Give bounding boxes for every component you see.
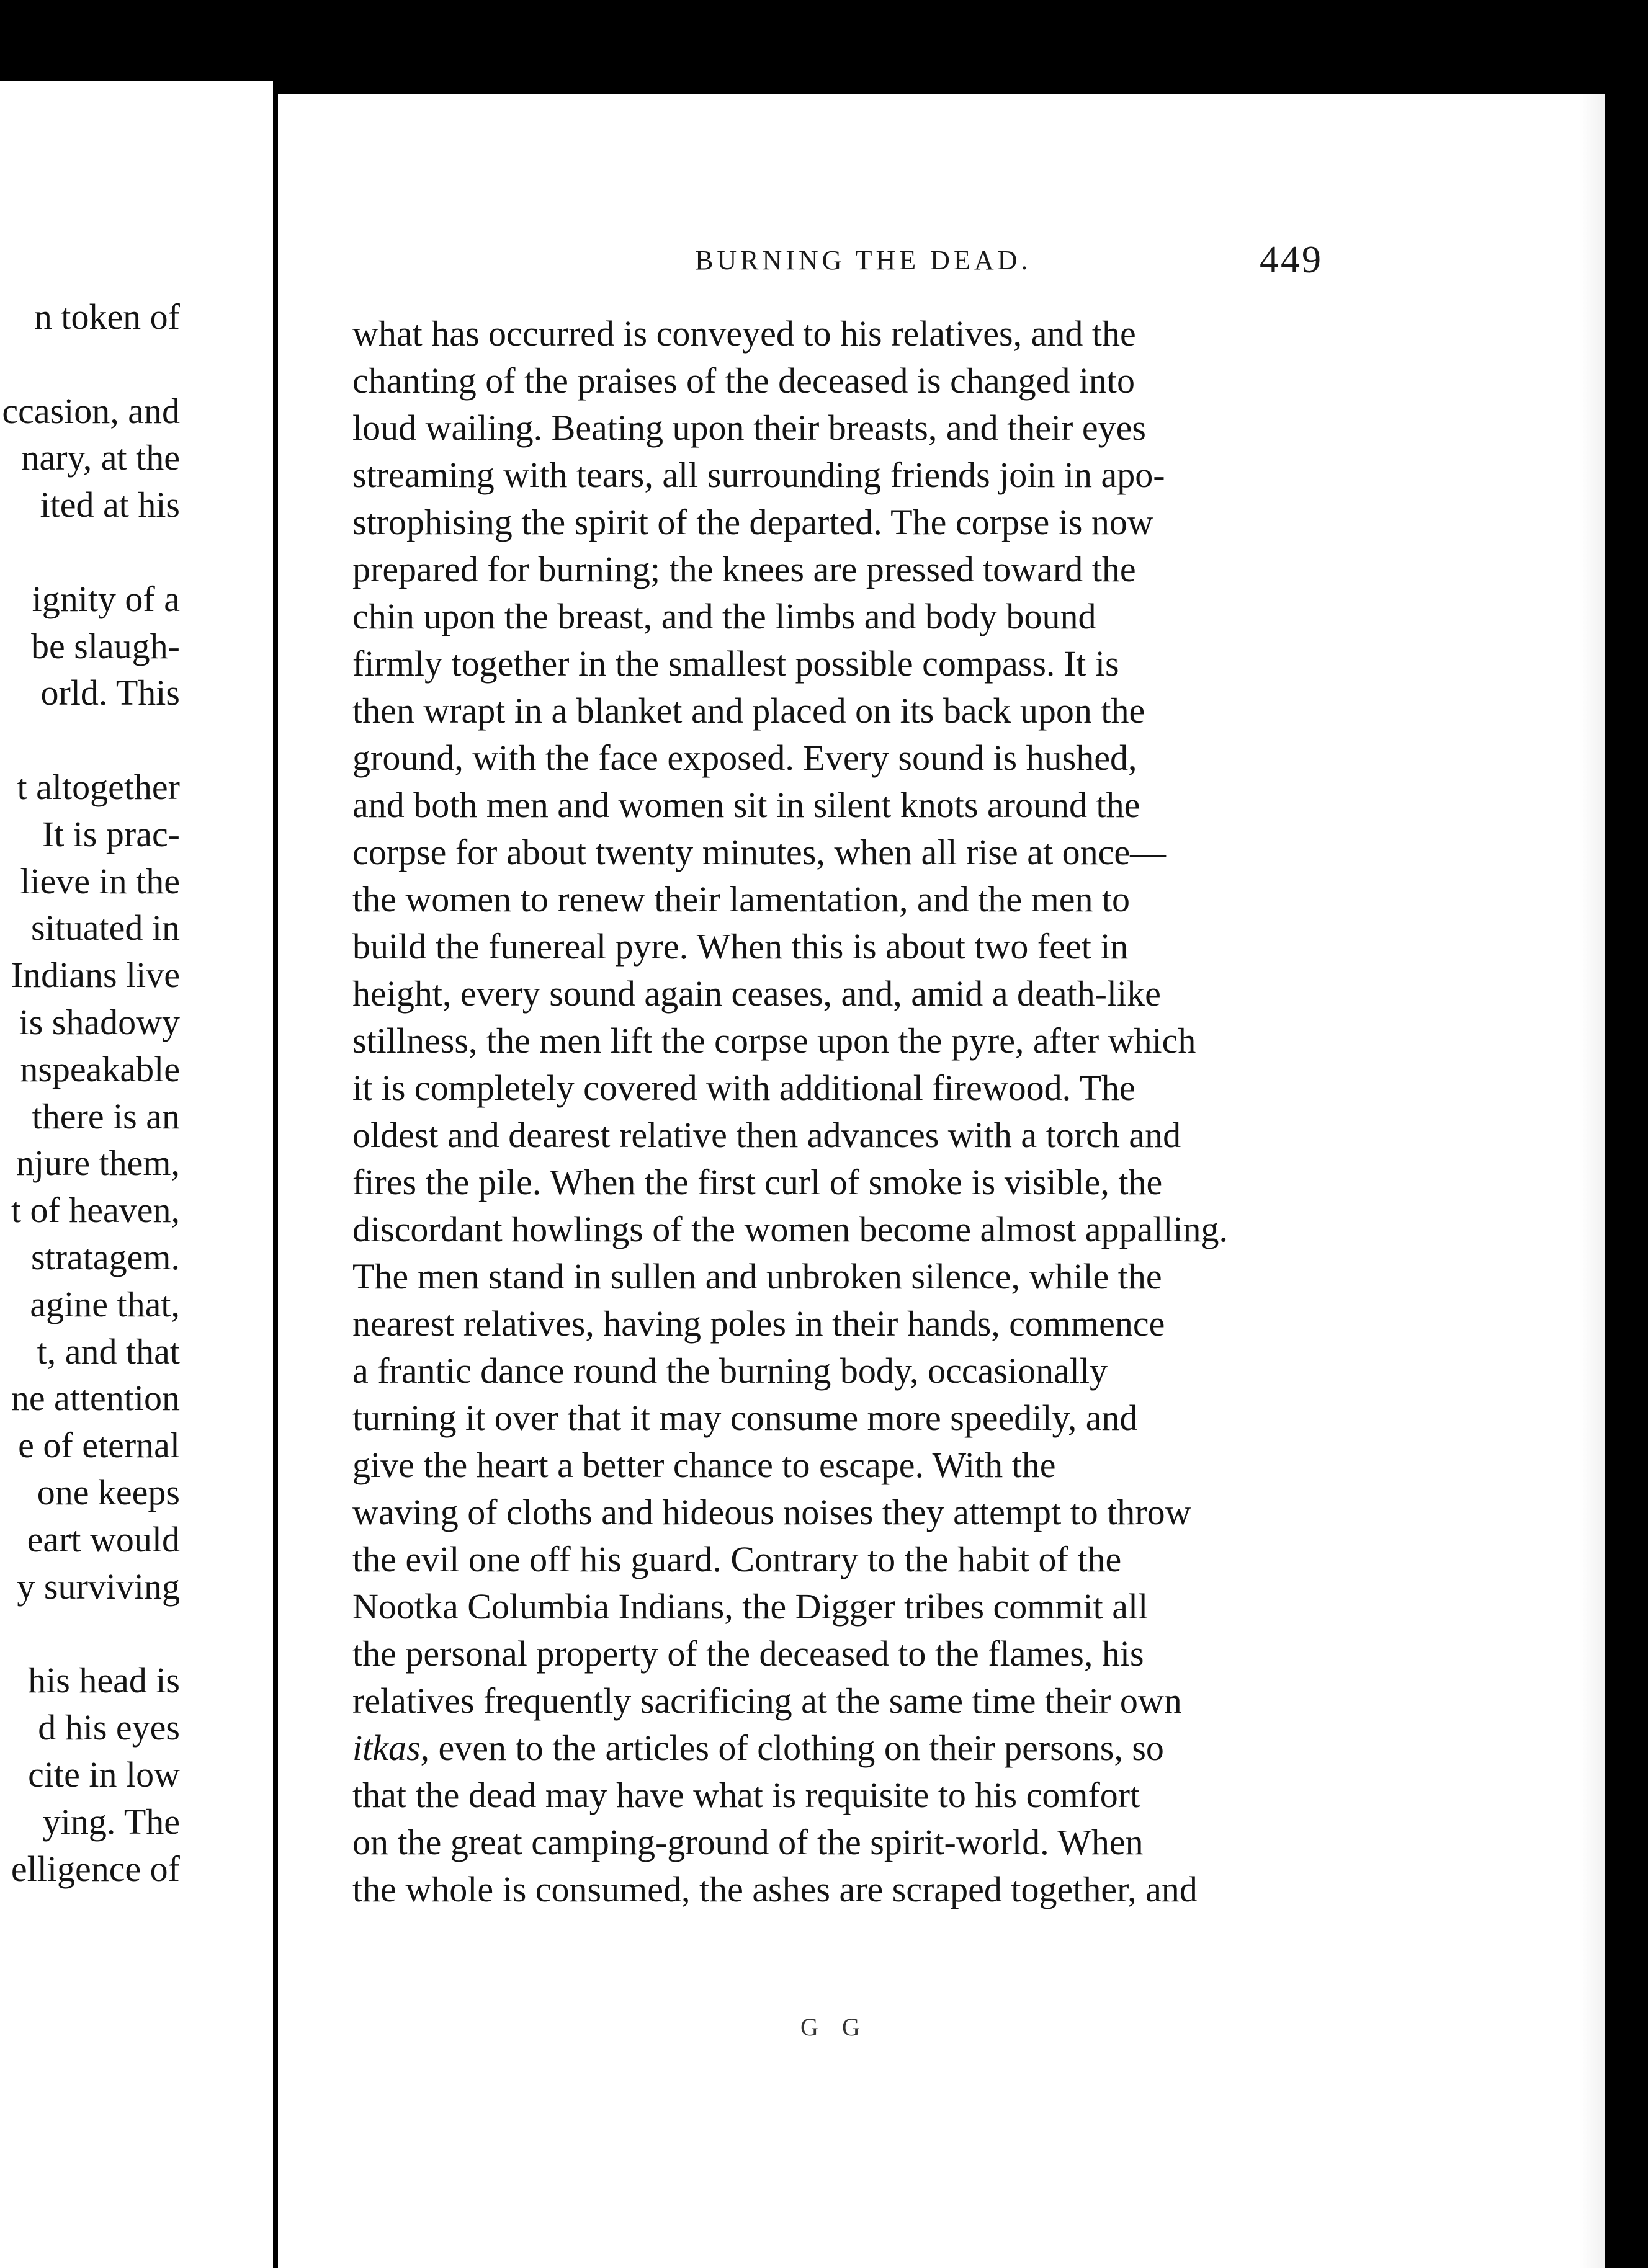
left-page-line: t altogether <box>17 767 180 807</box>
signature-mark: G G <box>800 2013 869 2041</box>
body-line: strophising the spirit of the departed. The corpse is now <box>352 502 1153 542</box>
body-line: oldest and dearest relative then advances with a torch and <box>352 1115 1181 1155</box>
page-number: 449 <box>1260 239 1323 281</box>
body-line: on the great camping-ground of the spirit-world. When <box>352 1822 1144 1862</box>
left-page-line: elligence of <box>11 1849 180 1889</box>
body-line: firmly together in the smallest possible compass. It is <box>352 643 1119 684</box>
body-line: the evil one off his guard. Contrary to the habit of the <box>352 1539 1122 1579</box>
left-page-line: t of heaven, <box>11 1190 180 1230</box>
body-line: turning it over that it may consume more speedily, and <box>352 1398 1138 1438</box>
body-line: corpse for about twenty minutes, when all rise at once— <box>352 832 1167 872</box>
left-page-line: It is prac- <box>42 814 180 854</box>
body-text <box>352 310 1229 1913</box>
body-line: loud wailing. Beating upon their breasts, and their eyes <box>352 408 1146 448</box>
left-page-line: situated in <box>30 908 180 948</box>
body-line: give the heart a better chance to escape. With the <box>352 1445 1056 1485</box>
body-line: fires the pile. When the first curl of smoke is visible, the <box>352 1162 1163 1202</box>
body-line: prepared for burning; the knees are pressed toward the <box>352 549 1136 589</box>
left-page-line: cite in low <box>28 1754 180 1795</box>
body-line: what has occurred is conveyed to his relatives, and the <box>352 313 1136 354</box>
body-line: build the funereal pyre. When this is about two feet in <box>352 926 1129 967</box>
body-line: The men stand in sullen and unbroken silence, while the <box>352 1256 1162 1297</box>
left-page-line: t, and that <box>37 1331 180 1372</box>
left-page-line: d his eyes <box>38 1707 180 1748</box>
body-line: ground, with the face exposed. Every sound is hushed, <box>352 738 1137 778</box>
left-page-line: lieve in the <box>20 861 180 901</box>
body-line: itkas, even to the articles of clothing on their persons, so <box>352 1728 1164 1768</box>
left-page-line: nary, at the <box>21 437 180 478</box>
body-line: it is completely covered with additional firewood. The <box>352 1068 1135 1108</box>
left-page-line: agine that, <box>30 1284 180 1324</box>
body-line: height, every sound again ceases, and, amid a death-like <box>352 973 1161 1014</box>
body-line: chin upon the breast, and the limbs and body bound <box>352 596 1096 636</box>
body-line: chanting of the praises of the deceased is changed into <box>352 360 1135 401</box>
left-page-line: y surviving <box>17 1566 180 1607</box>
left-page-line: njure them, <box>16 1143 180 1183</box>
left-page-line: ited at his <box>40 484 180 525</box>
left-page-line: is shadowy <box>19 1002 180 1042</box>
body-line: the whole is consumed, the ashes are scraped together, and <box>352 1869 1198 1909</box>
body-line: that the dead may have what is requisite to his comfort <box>352 1775 1140 1815</box>
left-page-line: e of eternal <box>18 1425 180 1465</box>
body-line: relatives frequently sacrificing at the same time their own <box>352 1681 1182 1721</box>
body-line: and both men and women sit in silent knots around the <box>352 785 1140 825</box>
left-page-line: ying. The <box>42 1801 180 1842</box>
left-page-line: eart would <box>27 1519 180 1560</box>
body-line: discordant howlings of the women become almost appalling. <box>352 1209 1229 1249</box>
body-line: the women to renew their lamentation, and the men to <box>352 879 1131 919</box>
left-page-line: there is an <box>32 1096 180 1136</box>
body-line: then wrapt in a blanket and placed on its back upon the <box>352 690 1145 731</box>
right-page <box>278 94 1605 2268</box>
left-page-line: nspeakable <box>20 1049 180 1089</box>
left-page-line: ccasion, and <box>2 391 180 431</box>
left-page-line: his head is <box>28 1660 180 1700</box>
left-page-line: stratagem. <box>31 1237 180 1277</box>
running-head: BURNING THE DEAD. <box>695 245 1032 275</box>
body-line: nearest relatives, having poles in their hands, commence <box>352 1303 1165 1344</box>
body-line: the personal property of the deceased to the flames, his <box>352 1633 1144 1674</box>
left-page-line: orld. This <box>40 672 180 713</box>
left-page-line: ignity of a <box>32 579 180 619</box>
body-line: waving of cloths and hideous noises they attempt to throw <box>352 1492 1191 1532</box>
body-line: stillness, the men lift the corpse upon the pyre, after which <box>352 1020 1196 1061</box>
left-page-line: be slaugh- <box>31 626 180 666</box>
left-page-fragment <box>0 81 273 2268</box>
left-page-line: ne attention <box>11 1378 180 1418</box>
left-page-line: Indians live <box>11 955 180 995</box>
left-page-line: one keeps <box>37 1472 180 1512</box>
body-line: streaming with tears, all surrounding friends join in apo- <box>352 455 1165 495</box>
body-line: Nootka Columbia Indians, the Digger tribes commit all <box>352 1586 1149 1627</box>
page-gutter <box>273 84 278 2268</box>
body-line: a frantic dance round the burning body, occasionally <box>352 1351 1108 1391</box>
left-page-line: n token of <box>34 297 180 337</box>
